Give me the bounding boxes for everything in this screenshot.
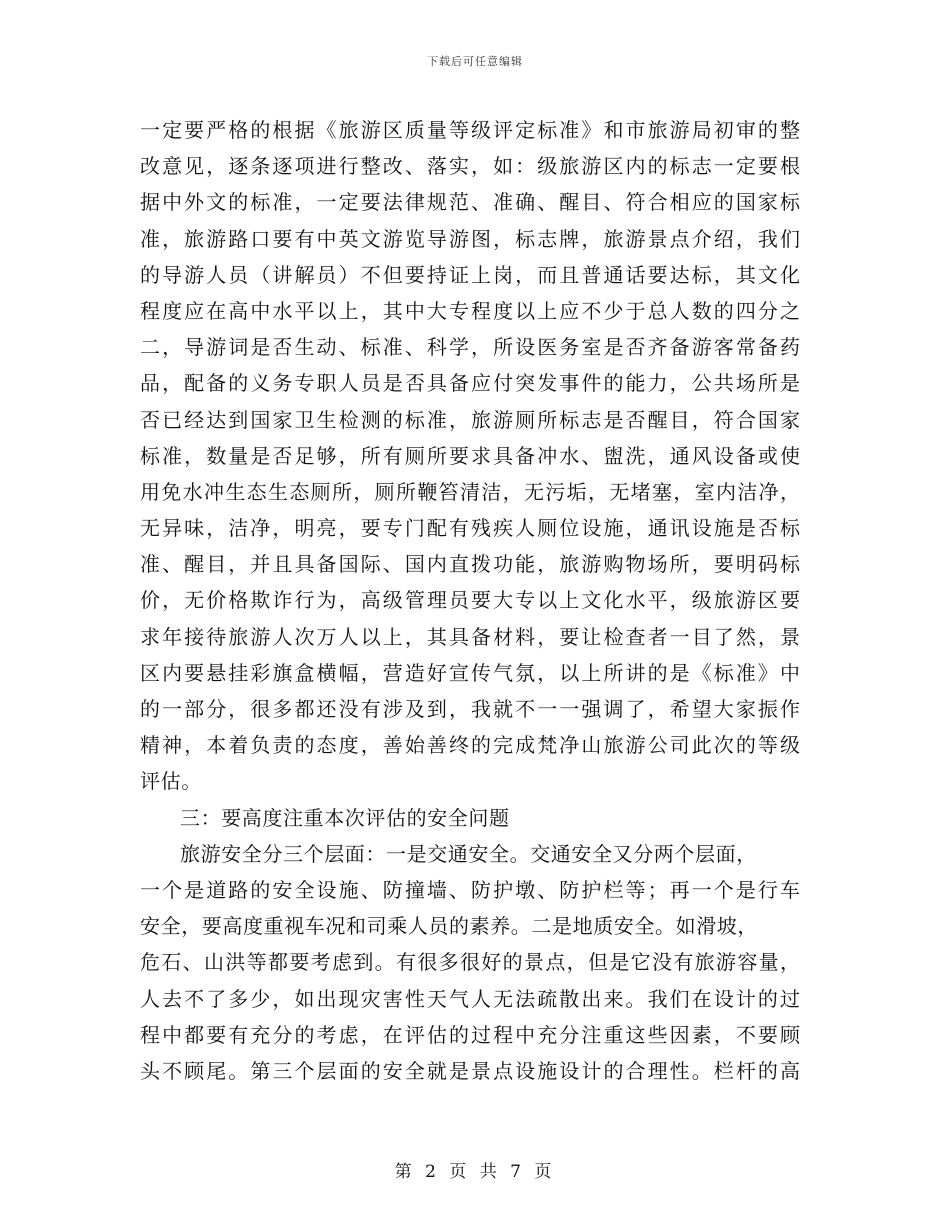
- body-line: 否已经达到国家卫生检测的标准，旅游厕所标志是否醒目，符合国家: [140, 407, 800, 432]
- body-line: 改意见，逐条逐项进行整改、落实，如：级旅游区内的标志一定要根: [140, 154, 800, 179]
- body-line: 品，配备的义务专职人员是否具备应付突发事件的能力，公共场所是: [140, 371, 800, 396]
- body-line: 安全，要高度重视车况和司乘人员的素养。二是地质安全。如滑坡，: [140, 914, 758, 939]
- body-line: 的一部分，很多都还没有涉及到，我就不一一强调了，希望大家振作: [140, 697, 800, 721]
- section-heading: 三：要高度注重本次评估的安全问题: [180, 805, 510, 830]
- document-body: [140, 112, 800, 1089]
- page-number-footer: 第 2 页 共 7 页: [394, 1162, 556, 1182]
- body-line: 价，无价格欺诈行为，高级管理员要大专以上文化水平，级旅游区要: [140, 588, 800, 613]
- body-line: 一定要严格的根据《旅游区质量等级评定标准》和市旅游局初审的整: [140, 118, 800, 142]
- body-line: 精神，本着负责的态度，善始善终的完成梵净山旅游公司此次的等级: [140, 733, 800, 758]
- body-line: 准、醒目，并且具备国际、国内直拨功能，旅游购物场所，要明码标: [140, 552, 800, 577]
- body-line: 求年接待旅游人次万人以上，其具备材料，要让检查者一目了然，景: [140, 624, 800, 649]
- body-line: 二，导游词是否生动、标准、科学，所设医务室是否齐备游客常备药: [140, 335, 800, 360]
- body-line: 程度应在高中水平以上，其中大专程度以上应不少于总人数的四分之: [140, 298, 800, 323]
- body-line: 用免水冲生态生态厕所，厕所鞭笞清洁，无污垢，无堵塞，室内洁净，: [140, 479, 800, 504]
- body-line: 程中都要有充分的考虑，在评估的过程中充分注重这些因素，不要顾: [140, 1022, 800, 1047]
- page-header-note: 下载后可任意编辑: [427, 55, 523, 68]
- body-line: 危石、山洪等都要考虑到。有很多很好的景点，但是它没有旅游容量，: [140, 950, 800, 975]
- body-line: 区内要悬挂彩旗盒横幅，营造好宣传气氛，以上所讲的是《标准》中: [140, 660, 800, 685]
- body-line: 准，旅游路口要有中英文游览导游图，标志牌，旅游景点介绍，我们: [140, 226, 800, 251]
- body-line: 评估。: [140, 769, 202, 794]
- body-line: 头不顾尾。第三个层面的安全就是景点设施设计的合理性。栏杆的高: [140, 1058, 800, 1083]
- paragraph-first-line: 旅游安全分三个层面：一是交通安全。交通安全又分两个层面，: [180, 841, 757, 866]
- body-line: 一个是道路的安全设施、防撞墙、防护墩、防护栏等；再一个是行车: [140, 877, 800, 902]
- body-line: 标准，数量是否足够，所有厕所要求具备冲水、盥洗，通风设备或使: [140, 443, 800, 468]
- body-line: 无异味，洁净，明亮，要专门配有残疾人厕位设施，通讯设施是否标: [140, 516, 800, 541]
- body-line: 据中外文的标准，一定要法律规范、准确、醒目、符合相应的国家标: [140, 190, 800, 215]
- body-line: 人去不了多少，如出现灾害性天气人无法疏散出来。我们在设计的过: [140, 986, 800, 1011]
- body-line: 的导游人员（讲解员）不但要持证上岗，而且普通话要达标，其文化: [140, 262, 800, 287]
